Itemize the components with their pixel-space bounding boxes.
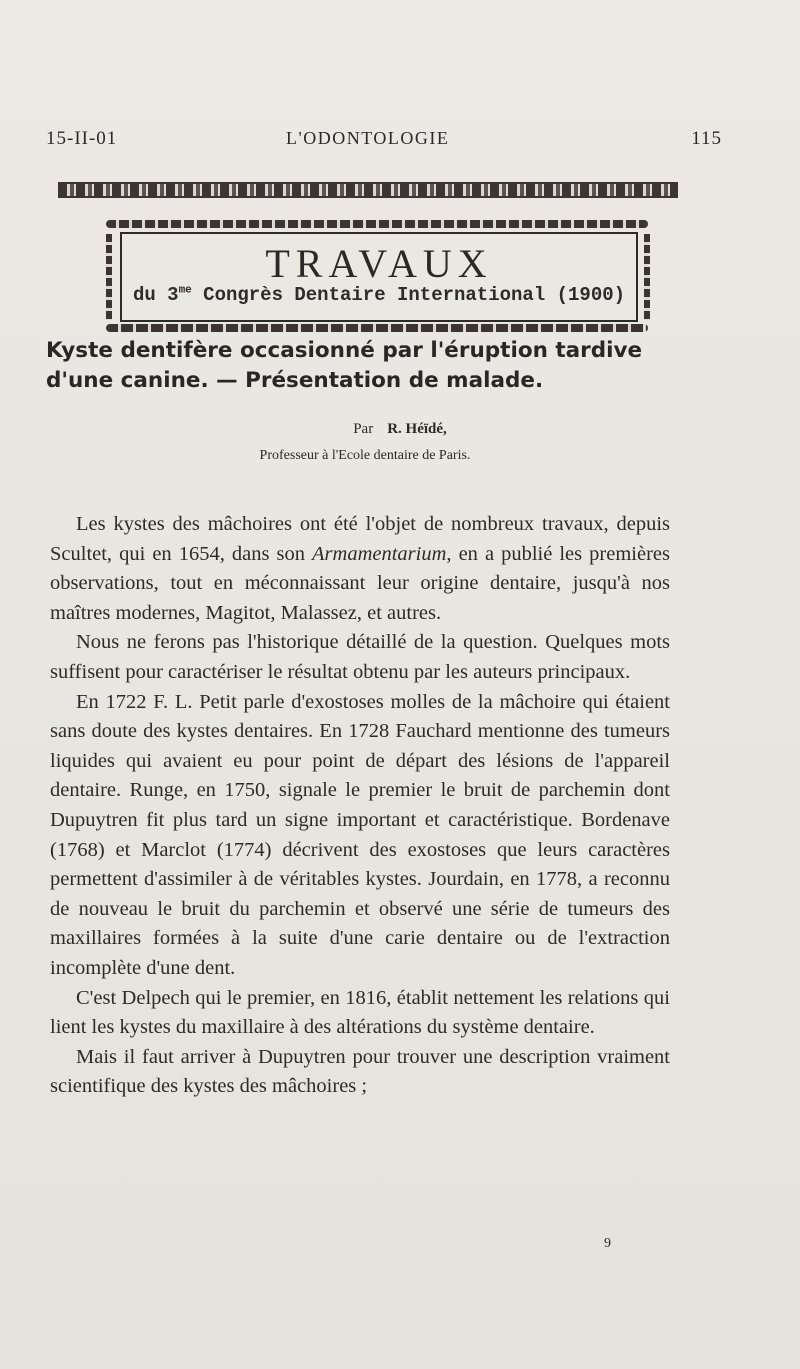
paragraph-2: Nous ne ferons pas l'historique détaillé de la question. Quelques mots suffisent pour caractériser le résultat obtenu par les auteurs principaux. [50,631,670,683]
paragraph-4: C'est Delpech qui le premier, en 1816, établit nettement les relations qui lient les kystes du maxillaire à des altérations du système dentaire. [50,986,670,1039]
article-body [50,510,670,1102]
issue-date: 15-II-01 [46,128,118,149]
signature-mark: 9 [604,1236,611,1251]
paragraph-3: En 1722 F. L. Petit parle d'exostoses molles de la mâchoire qui étaient sans doute des kystes dentaires. En 1728 Fauchard mentionne des tumeurs liquides qui avaient eu pour point de départ des lésions de l'appareil dentaire. Runge, en 1750, signale le premier le bruit de parchemin dont Dupuytren fit plus tard un signe important et caractéristique. Bordenave (1768) et Marclot (1774) décrivent des exostoses que leurs caractères permettent d'assimiler à de véritables kystes. Jourdain, en 1778, a reconnu de nouveau le bruit du parchemin et observé une série de tumeurs des maxillaires formées à la suite d'une carie dentaire ou de l'extraction incomplète d'une dent. [50,690,670,979]
paragraph-1: Les kystes des mâchoires ont été l'objet de nombreux travaux, depuis Scultet, qui en 1654, dans son Armamentarium, en a publié les premières observations, tout en méconnaissant leur origine dentaire, jusqu'à nos maîtres modernes, Magitot, Malassez, et autres. [50,513,670,624]
right-ornament [644,234,650,320]
page-number: 115 [691,128,722,149]
journal-name: L'ODONTOLOGIE [286,128,450,148]
author-name: R. Héïdé, [387,421,447,437]
section-title-box [120,232,638,322]
author-affiliation: Professeur à l'Ecole dentaire de Paris. [259,448,471,463]
paragraph-5: Mais il faut arriver à Dupuytren pour trouver une description vraiment scientifique des kystes des mâchoires ; [50,1045,670,1098]
byline [0,420,800,438]
article-title: Kyste dentifère occasionné par l'éruption tardive d'une canine. — Présentation de malade. [46,338,643,393]
left-ornament [106,234,112,320]
ornamental-band [58,182,678,198]
running-head [46,128,722,156]
byline-prefix: Par [353,421,374,437]
section-subtitle: du $3^{me}$ Congrès Dentaire International (1900) [132,284,626,306]
italic-term: Armamentarium [312,542,447,565]
section-title: TRAVAUX [265,241,493,286]
